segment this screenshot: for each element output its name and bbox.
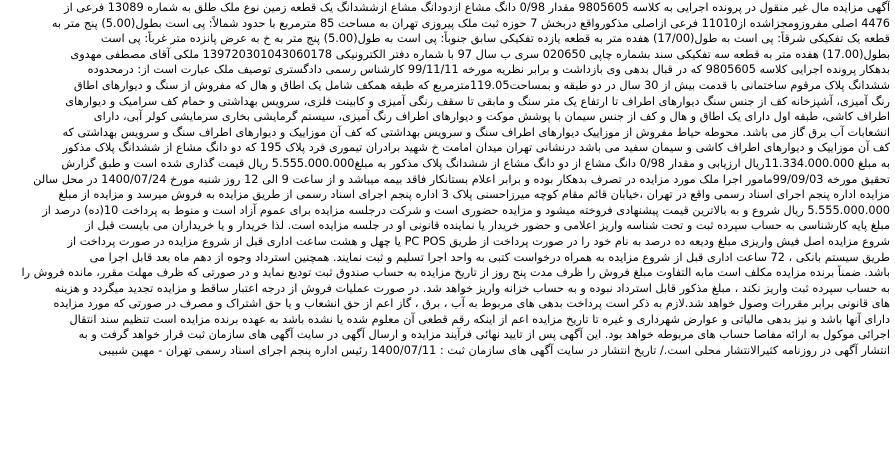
notice-line: اجرائی موکول به ارائه مفاصا حساب های مربوطه خواهد بود. این آگهی پس از تایید نهائی فرآیند مزایده و ارسال آگهی در سایت آگهی های سازمان ثبت قرار خواهد گرفت و به [78,328,890,342]
notice-line: مبلغ پایه کارشناسی به حساب سپرده ثبت و تحت شناسه واریز اعلامی و حضور خریدار یا نماینده قانونی او در جلسه مزایده است. لذا خریدار و یا خریداران می بایست قبل از [85,219,890,233]
notice-line: طریق سیستم بانکی ، 72 ساعت اداری قبل از شروع مزایده به همراه درخواست کتبی به واحد اجرا تسلیم و ثبت نمایند. همچنین استرداد وجوه از دهم ماه بعد قابل اجرا می [89,250,890,264]
notice-line: ششدانگ پلاک مرقوم ساختمانی با قدمت بیش از 30 سال در دو طبقه و بمساحت119.05مترمربع که طبقه همکف شامل یک اطاق و هال که مفروش از سنگ و دیوارهای اطاق [73,78,890,92]
notice-line: انتشار آگهی در روزنامه کثیرالانتشار محلی است./ تاریخ انتشار در سایت آگهی های سازمان ثبت : 1400/07/11 رئیس اداره پنجم اجرای اسناد رسمی تهران - مهین شبیبی [98,344,890,358]
notice-line: رنگ آمیزی، آشپزخانه کف از جنس سنگ دیوارهای اطراف تا ارتفاع یک متر سنگ و مابقی تا سقف رنگی آمیزی و کابینت فلزی، سرویس بهداشتی و حمام کف سرامیک و دیوارهای [65,94,890,108]
notice-line: مزایده اداره پنجم اجرای اسناد رسمی واقع در تهران ،خیابان قائم مقام کوچه میرزاحسنی پلاک 3 اداره پنجم اجرای اسناد رسمی از طریق مزایده به فروش میرسد و مزایده از مبلغ [58,188,890,202]
notice-line: شروع مزایده اصل فیش واریزی مبلغ ودیعه ده درصد به نام خود را در صورت پرداخت از طریق PC POS یا چهل و هشت ساعت اداری قبل از شروع مزایده در صورت پرداخت از [67,234,890,248]
notice-line: کف آن موزاییک و دیوارهای اطراف کاشی و سیمان سفید می باشد درنشانی تهران میدان امامت خ شهید برادران تیموری فرد پلاک 195 که دو دانگ مشاع از ششدانگ پلاک مذکور [62,141,890,155]
notice-line: به مبلغ 11.334.000.000ریال ارزیابی و مقدار 0/98 دانگ مشاع از دو دانگ مشاع از ششدانگ پلاک مذکور به مبلغ5.555.000.000 ریال قیمت گذاری شده است و طبق گزارش [61,156,890,170]
notice-line: اطراف کاشی، طبقه اول دارای یک اطاق و هال و کف از جنس سیمان با پوشش موکت و دیوارهای اطراف رنگ آمیزی، سیستم گرمایشی بخاری سرمایشی کولر آبی، دارای [93,110,890,124]
notice-line: تحقیق مورخه 99/09/03مامور اجرا ملک مورد مزایده در تصرف بدهکار بوده و برابر اعلام بستانکار فاقد بیمه میباشد و از ساعت 9 الی 12 روز شنبه مورخ 1400/07/24 در محل سالن [33,172,890,186]
notice-line: بطول(17.00) هفده متر به قطعه سه تفکیکی سند بشماره چاپی 020650 سری ب سال 97 با شماره دفتر الکترونیکی 139720301043060178 ملکی آقای مصطفی مهدوی [70,47,890,61]
notice-line: 4476 اصلی مفروزومجزاشده از11010 فرعی ازاصلی مذکورواقع دربخش 7 حوزه ثبت ملک پیروزی تهران به مساحت 85 مترمربع با حدود شمالاً: پی است بطول(5.00) پنج متر به [51,16,890,30]
notice-line: 5.555.000.000 ریال شروع و به بالاترین قیمت پیشنهادی فروخته میشود و مزایده حضوری است و شرکت درجلسه مزایده برای عموم آزاد است و منوط به پرداخت 10(ده) درصد از [42,203,890,217]
notice-line: دارای آنها باشد و نیز بدهی مالیاتی و عوارض شهرداری و غیره تا تاریخ مزایده اعم از اینکه رقم قطعی آن معلوم شده یا نشده باشد به عهده برنده مزایده است تنظیم سند انتقال [69,312,890,326]
notice-line: به حساب سپرده ثبت واریز نکند ، مبلغ مذکور قابل استرداد نبوده و به حساب خزانه واریز خواهد شد. در صورت عملیات فروش از درجه اعتبار ساقط و مزایده تجدید میگردد و هزینه [54,281,890,295]
notice-line: قطعه یک تفکیکی شرقاً: پی است به طول(17/00) هفده متر به قطعه یازده تفکیکی سابق جنوباً: پی است به طول(5.00) پنج متر به خ به عرض پانزده متر غرباً: پی است [100,32,890,46]
notice-line: های قانونی برابر مقررات وصول خواهد شد.لازم به ذکر است پرداخت بدهی های مربوط به آب ، برق ، گاز اعم از حق انشعاب و یا حق اشتراک و مصرف در صورتی که مورد مزایده [53,297,890,311]
notice-line: بدهکار پرونده اجرایی کلاسه 9805605 که در قبال بدهی وی بازداشت و برابر نظریه مورخه 99/11/11 کارشناس رسمی دادگستری توصیف ملک عبارت است از: درمحدوده [87,63,890,77]
notice-line: انشعابات آب برق گاز می باشد. محوطه حیاط مفروش از موزاییک دیوارهای اطراف سنگ و سرویس بهداشتی که کف آن موزاییک و دیوارهای اطراف سنگ و سرویس بهداشتی که [62,125,890,139]
notice-line: باشد. ضمناً برنده مزایده مکلف است مابه التفاوت مبلغ فروش را ظرف مدت پنج روز از تاریخ مزایده به حساب صندوق ثبت تودیع نماید و در صورتی که ظرف مهلت مقرر، مانده فروش را [21,266,890,280]
notice-line: آگهی مزایده مال غیر منقول در پرونده اجرایی به کلاسه 9805605 مقدار 0/98 دانگ مشاع ازدودانگ مشاع ازششدانگ یک قطعه زمین نوع ملک طلق به شماره 13089 فرعی از [64,1,890,14]
